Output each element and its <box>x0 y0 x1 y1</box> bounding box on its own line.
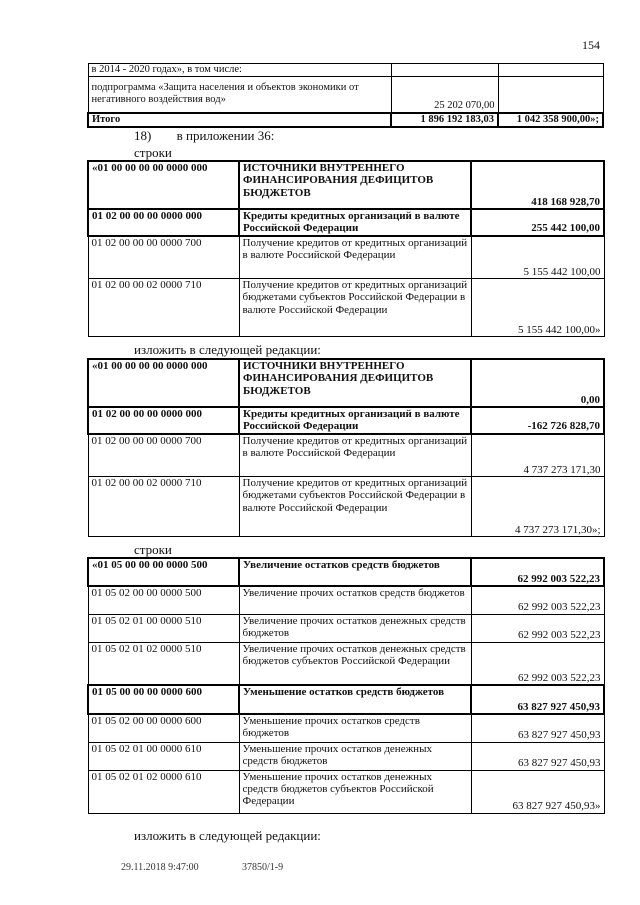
row-value: 62 992 003 522,23 <box>471 614 604 642</box>
section-number: 18) <box>134 128 152 143</box>
row-value: 0,00 <box>471 359 604 407</box>
row-value-1: 1 896 192 183,03 <box>391 113 498 127</box>
row-name: Уменьшение прочих остатков средств бюджетов <box>239 714 471 742</box>
row-code: «01 00 00 00 00 0000 000 <box>88 359 239 407</box>
label-rows: строки <box>134 542 172 557</box>
label-replace: изложить в следующей редакции: <box>134 342 321 357</box>
row-value: 63 827 927 450,93 <box>471 685 604 714</box>
row-code: 01 05 02 01 00 0000 610 <box>88 742 239 770</box>
row-name: Получение кредитов от кредитных организаций бюджетами субъектов Российской Федерации в валюте Российской Федерации <box>239 477 471 537</box>
row-value-2 <box>498 64 603 77</box>
row-name: Уменьшение прочих остатков денежных средств бюджетов <box>239 742 471 770</box>
row-value: 62 992 003 522,23 <box>471 558 604 586</box>
table-row <box>88 407 604 434</box>
row-code: 01 02 00 00 02 0000 710 <box>88 477 239 537</box>
table-row <box>88 685 604 714</box>
row-text: подпрограмма «Защита населения и объектов экономики от негативного воздействия вод» <box>88 77 391 113</box>
row-value: 63 827 927 450,93 <box>471 742 604 770</box>
row-value: 5 155 442 100,00» <box>471 279 604 337</box>
row-value-1: 25 202 070,00 <box>391 77 498 113</box>
section-text: в приложении 36: <box>176 128 275 143</box>
row-value-2: 1 042 358 900,00»; <box>498 113 603 127</box>
table-row <box>88 642 604 685</box>
label-replace: изложить в следующей редакции: <box>134 828 321 843</box>
row-name: Уменьшение остатков средств бюджетов <box>239 685 471 714</box>
row-value: 5 155 442 100,00 <box>471 236 604 279</box>
table-row <box>88 714 604 742</box>
row-value: -162 726 828,70 <box>471 407 604 434</box>
table-row <box>88 770 604 813</box>
table-original-1 <box>87 160 605 337</box>
row-code: 01 02 00 00 00 0000 700 <box>88 236 239 279</box>
table-row <box>88 77 603 113</box>
row-code: 01 05 00 00 00 0000 600 <box>88 685 239 714</box>
top-table <box>87 63 604 128</box>
row-value-2 <box>498 77 603 113</box>
row-name: ИСТОЧНИКИ ВНУТРЕННЕГО ФИНАНСИРОВАНИЯ ДЕФИЦИТОВ БЮДЖЕТОВ <box>239 359 471 407</box>
row-value: 4 737 273 171,30 <box>471 434 604 477</box>
table-row <box>88 279 604 337</box>
row-code: 01 02 00 00 00 0000 000 <box>88 407 239 434</box>
row-name: Кредиты кредитных организаций в валюте Российской Федерации <box>239 209 471 236</box>
row-name: Уменьшение прочих остатков денежных средств бюджетов субъектов Российской Федерации <box>239 770 471 813</box>
row-name: ИСТОЧНИКИ ВНУТРЕННЕГО ФИНАНСИРОВАНИЯ ДЕФИЦИТОВ БЮДЖЕТОВ <box>239 161 471 209</box>
row-code: 01 05 02 01 02 0000 610 <box>88 770 239 813</box>
row-code: 01 05 02 00 00 0000 500 <box>88 586 239 614</box>
row-code: 01 05 02 00 00 0000 600 <box>88 714 239 742</box>
table-row <box>88 64 603 77</box>
table-row <box>88 586 604 614</box>
row-name: Увеличение остатков средств бюджетов <box>239 558 471 586</box>
row-name: Получение кредитов от кредитных организаций бюджетами субъектов Российской Федерации в валюте Российской Федерации <box>239 279 471 337</box>
row-value: 4 737 273 171,30»; <box>471 477 604 537</box>
row-value: 255 442 100,00 <box>471 209 604 236</box>
footer-timestamp: 29.11.2018 9:47:00 <box>121 862 199 873</box>
row-code: 01 02 00 00 00 0000 700 <box>88 434 239 477</box>
row-name: Кредиты кредитных организаций в валюте Российской Федерации <box>239 407 471 434</box>
row-code: 01 02 00 00 00 0000 000 <box>88 209 239 236</box>
row-value: 62 992 003 522,23 <box>471 642 604 685</box>
label-rows: строки <box>134 145 172 160</box>
table-row <box>88 477 604 537</box>
table-row-total <box>88 113 603 127</box>
row-text: Итого <box>88 113 391 127</box>
row-value-1 <box>391 64 498 77</box>
section-heading <box>134 128 274 144</box>
table-row <box>88 742 604 770</box>
row-value: 62 992 003 522,23 <box>471 586 604 614</box>
row-code: «01 05 00 00 00 0000 500 <box>88 558 239 586</box>
table-row <box>88 434 604 477</box>
table-row <box>88 209 604 236</box>
row-text: в 2014 - 2020 годах», в том числе: <box>88 64 391 77</box>
table-row <box>88 236 604 279</box>
row-value: 63 827 927 450,93» <box>471 770 604 813</box>
row-code: 01 05 02 01 02 0000 510 <box>88 642 239 685</box>
footer-doc-id: 37850/1-9 <box>242 862 284 873</box>
table-revised-1 <box>87 358 605 537</box>
row-code: «01 00 00 00 00 0000 000 <box>88 161 239 209</box>
row-name: Получение кредитов от кредитных организаций в валюте Российской Федерации <box>239 434 471 477</box>
table-row <box>88 359 604 407</box>
row-value: 63 827 927 450,93 <box>471 714 604 742</box>
table-original-2 <box>87 557 605 814</box>
row-name: Увеличение прочих остатков денежных средств бюджетов <box>239 614 471 642</box>
row-name: Получение кредитов от кредитных организаций в валюте Российской Федерации <box>239 236 471 279</box>
table-row <box>88 614 604 642</box>
page-number: 154 <box>582 38 600 52</box>
table-row <box>88 558 604 586</box>
row-name: Увеличение прочих остатков денежных средств бюджетов субъектов Российской Федерации <box>239 642 471 685</box>
table-row <box>88 161 604 209</box>
row-code: 01 05 02 01 00 0000 510 <box>88 614 239 642</box>
row-code: 01 02 00 00 02 0000 710 <box>88 279 239 337</box>
row-name: Увеличение прочих остатков средств бюджетов <box>239 586 471 614</box>
row-value: 418 168 928,70 <box>471 161 604 209</box>
